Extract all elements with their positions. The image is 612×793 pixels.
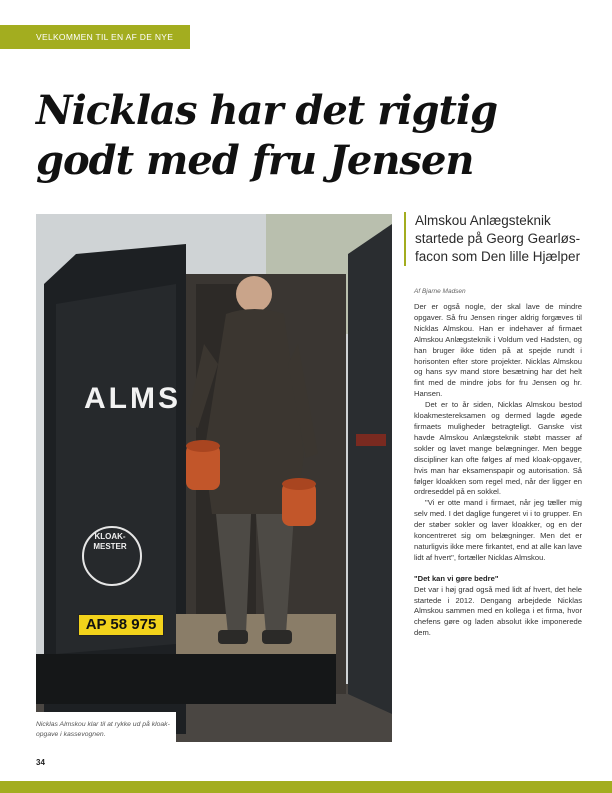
page-number: 34 bbox=[36, 758, 45, 767]
article-body bbox=[414, 302, 582, 639]
article-photo bbox=[36, 214, 392, 742]
paragraph: Det var i høj grad også med lidt af hvert, det hele startede i 2012. Dengang arbejdede Nicklas Almskou sammen med en kollega i et firma, hvor chefens gøre og laden absolut ikke imponerede dem. bbox=[414, 584, 582, 638]
paragraph: Det er to år siden, Nicklas Almskou bestod kloakmestereksamen og dermed lagde øgede firmaets muligheder betragteligt. Ganske vist havde Almskou Anlægsteknik støbt masser af sokler og lavet mange belægninger. Men begge discipliner kan ofte følges af med kloak-opgaver, hvis man har eksamenspapir og autorisation. Så følger kloakken som regel med, når der ligger en ordreseddel på en sokkel. bbox=[414, 400, 582, 497]
headline: Nicklas har det rigtig godt med fru Jensen bbox=[36, 87, 498, 184]
article-column bbox=[414, 212, 582, 639]
section-heading: "Det kan vi gøre bedre" bbox=[414, 573, 499, 583]
subheadline: Almskou Anlægsteknik startede på Georg Gearløs-facon som Den lille Hjælper bbox=[404, 212, 582, 266]
paragraph: "Vi er otte mand i firmaet, når jeg tæller mig selv med. I det daglige fungeret vi i to grupper. En der støber sokler og laver kloakker, og en der koncentreret sig om belægninger. Men det er naturligvis ikke mere firkantet, end at alle kan lave lidt af hvert", fortæller Nicklas Almskou. bbox=[414, 498, 582, 562]
footer-bar bbox=[0, 781, 612, 793]
section-tag: VELKOMMEN TIL EN AF DE NYE bbox=[0, 25, 190, 49]
byline: Af Bjarne Madsen bbox=[414, 288, 466, 295]
photo-caption: Nicklas Almskou klar til at rykke ud på kloak-opgave i kassevognen. bbox=[36, 712, 176, 748]
paragraph: Der er også nogle, der skal lave de mindre opgaver. Så fru Jensen ringer aldrig forgæves til Nicklas Almskou. Han er indehaver af firmaet Almskou Anlægsteknik i Voldum ved Hadsten, og han bruger ikke tiden på at spejde rundt i horisonten efter store projekter. Nicklas Almskou og hans syv mand store besætning har det helt fint med de mindre jobs for fru Jensen og hr. Hansen. bbox=[414, 302, 582, 399]
van-lettering: ALMS bbox=[84, 382, 181, 415]
license-plate: AP 58 975 bbox=[78, 614, 164, 636]
kloakmester-logo-text: KLOAK-MESTER bbox=[93, 532, 127, 551]
